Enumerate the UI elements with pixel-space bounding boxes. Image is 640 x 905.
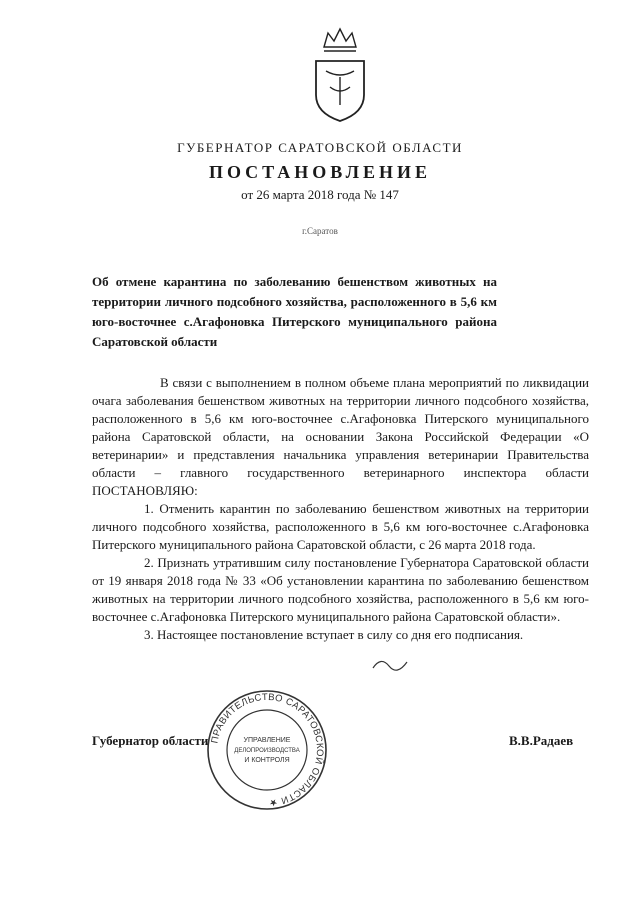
document-type: ПОСТАНОВЛЕНИЕ bbox=[208, 162, 432, 182]
body-item-1: 1. Отменить карантин по заболеванию бешенством животных на территории личного подсобного хозяйства, расположенного в 5,6 км юго-восточнее с.Агафоновка Питерского муниципального района Саратовской области, с 26 марта 2018 года. bbox=[92, 501, 589, 552]
signatory-name: В.В.Радаев bbox=[509, 733, 574, 748]
body-item-3: 3. Настоящее постановление вступает в силу со дня его подписания. bbox=[144, 627, 524, 642]
svg-text:УПРАВЛЕНИЕ: УПРАВЛЕНИЕ bbox=[243, 737, 291, 744]
saratov-oblast-coat-of-arms-icon bbox=[310, 25, 370, 123]
svg-text:И КОНТРОЛЯ: И КОНТРОЛЯ bbox=[244, 757, 290, 764]
signature-stroke bbox=[371, 654, 411, 676]
signatory-position: Губернатор области bbox=[92, 733, 209, 748]
body-item-2: 2. Признать утратившим силу постановление Губернатора Саратовской области от 19 января 2018 года № 33 «Об установлении карантина по заболеванию бешенством животных на территории личного подсобного хозяйства, расположенного в 5,6 км юго-восточнее с.Агафоновка Питерского муниципального района Саратовской области». bbox=[92, 555, 589, 624]
svg-text:ДЕЛОПРОИЗВОДСТВА: ДЕЛОПРОИЗВОДСТВА bbox=[234, 748, 300, 754]
organization-name: ГУБЕРНАТОР САРАТОВСКОЙ ОБЛАСТИ bbox=[177, 140, 463, 155]
document-body bbox=[92, 374, 589, 644]
official-seal-stamp bbox=[205, 688, 329, 812]
document-title: Об отмене карантина по заболеванию бешенством животных на территории личного подсобного хозяйства, расположенного в 5,6 км юго-восточнее с.Агафоновка Питерского муниципального района Саратовской области bbox=[92, 274, 497, 349]
svg-text:ПРАВИТЕЛЬСТВО САРАТОВСКОЙ ОБЛА: ПРАВИТЕЛЬСТВО САРАТОВСКОЙ ОБЛАСТИ ★ bbox=[209, 691, 326, 809]
document-city: г.Саратов bbox=[302, 226, 338, 236]
body-preamble: В связи с выполнением в полном объеме плана мероприятий по ликвидации очага заболевания бешенством животных на территории личного подсобного хозяйства, расположенного в 5,6 км юго-восточнее с.Агафоновка Питерского муниципального района Саратовской области, на основании Закона Российской Федерации «О ветеринарии» и представления начальника управления ветеринарии Правительства области – главного государственного ветеринарного инспектора области ПОСТАНОВЛЯЮ: bbox=[92, 375, 589, 498]
document-date-number: от 26 марта 2018 года № 147 bbox=[241, 187, 399, 202]
